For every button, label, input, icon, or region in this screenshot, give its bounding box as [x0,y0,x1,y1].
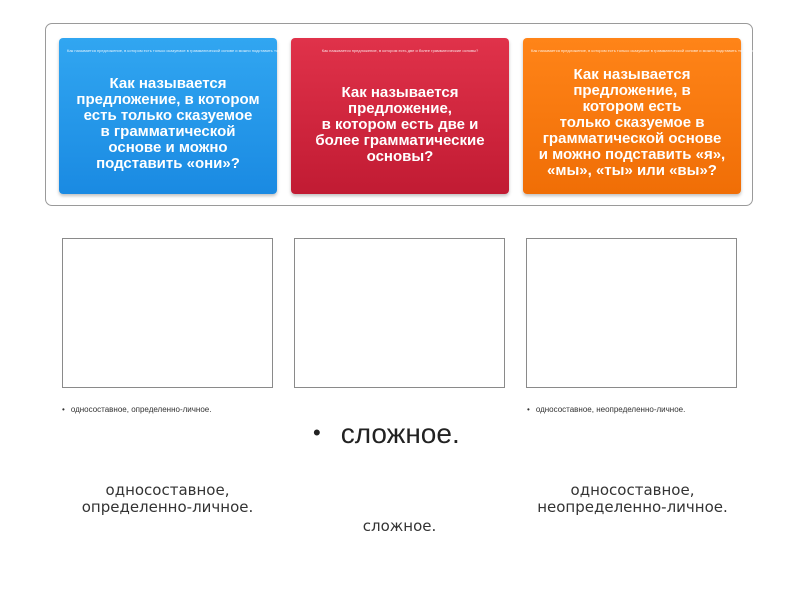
card-3-question: Как называется предложение, в котором есть только сказуемое в грамматической основе и можно подставить «я», «мы», «ты» или «вы»? [538,66,726,179]
card-2-question: Как называется предложение, в котором есть две и более грамматические основы? [315,84,485,165]
question-card-1[interactable] [59,38,288,194]
card-3-small-text: Как называется предложение, в котором есть только сказуемое в грамматической основе и можно подставить «я», «мы», «ты» или «вы»? [531,48,789,53]
answer-tile-3[interactable]: односоставное, неопределенно-личное. [537,481,728,516]
question-card-2[interactable] [291,38,509,194]
drop-zone-2[interactable] [294,238,505,388]
drop-zone-1-hint: • односоставное, определенно-личное. [62,405,211,414]
answer-tile-2[interactable]: сложное. [362,517,437,535]
answer-tile-1[interactable]: односоставное, определенно-личное. [81,481,254,516]
drop-zone-3-hint: • односоставное, неопределенно-личное. [527,405,685,414]
card-1-question: Как называется предложение, в котором есть только сказуемое в грамматической основе и можно подставить «они»? [76,75,260,172]
drop-zone-2-hint: • сложное. [313,418,460,450]
question-cards-panel [45,23,789,206]
question-card-3[interactable] [523,38,789,194]
card-1-small-text: Как называется предложение, в котором есть только сказуемое в грамматической основе и можно подставить «они»? [67,48,288,53]
drop-zone-1[interactable] [62,238,273,388]
card-2-small-text: Как называется предложение, в котором есть две и более грамматические основы? [321,48,479,53]
drop-zone-3[interactable] [526,238,737,388]
